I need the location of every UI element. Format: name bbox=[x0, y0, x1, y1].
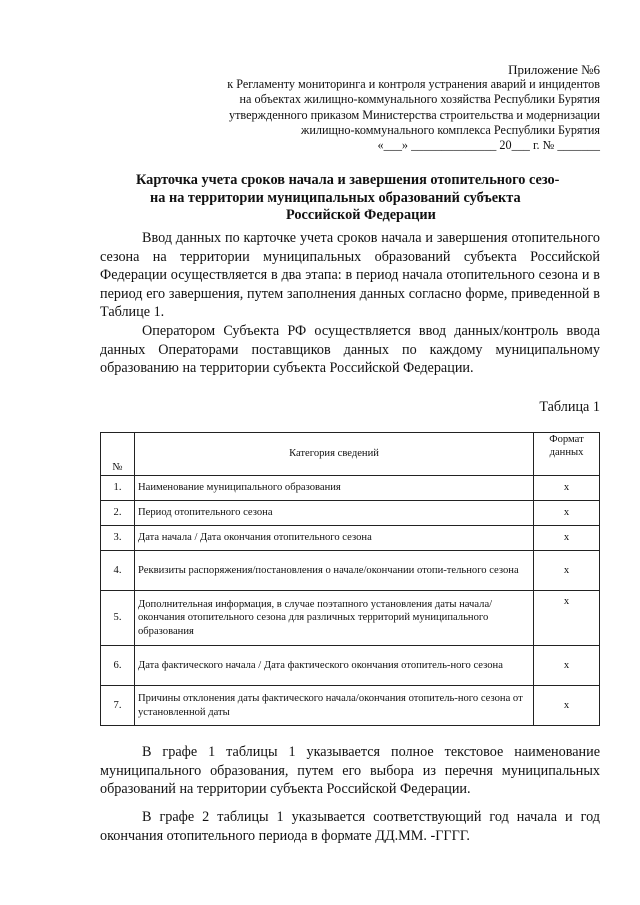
table-label: Таблица 1 bbox=[539, 399, 600, 415]
card-title bbox=[136, 172, 606, 225]
appendix-title: Приложение №6 bbox=[508, 62, 600, 77]
row-category: Период отопительного сезона bbox=[135, 501, 534, 526]
row-format: x bbox=[534, 551, 600, 591]
row-category: Дата фактического начала / Дата фактического окончания отопитель-ного сезона bbox=[135, 646, 534, 686]
table-row bbox=[101, 476, 600, 501]
paragraph: Оператором Субъекта РФ осуществляется ввод данных/контроль ввода данных Операторами поставщиков данных по каждому муниципальному образованию на территории субъекта Российской Федерации. bbox=[100, 323, 600, 377]
paragraph: В графе 2 таблицы 1 указывается соответствующий год начала и год окончания отопительного периода в формате ДД.ММ. -ГГГГ. bbox=[100, 809, 600, 844]
header-format-line: Формат bbox=[549, 434, 584, 445]
data-table bbox=[100, 432, 600, 726]
appendix-line: на объектах жилищно-коммунального хозяйства Республики Бурятия bbox=[239, 92, 600, 107]
card-title-line: на на территории муниципальных образований субъекта bbox=[150, 189, 521, 206]
row-format: x bbox=[534, 686, 600, 726]
row-category: Дата начала / Дата окончания отопительного сезона bbox=[135, 526, 534, 551]
row-num: 6. bbox=[101, 646, 135, 686]
header-format-line: данных bbox=[549, 446, 584, 458]
row-num: 1. bbox=[101, 476, 135, 501]
appendix-line: к Регламенту мониторинга и контроля устранения аварий и инцидентов bbox=[227, 77, 600, 92]
row-format: x bbox=[534, 501, 600, 526]
table-row bbox=[101, 551, 600, 591]
appendix-line: жилищно-коммунального комплекса Республики Бурятия bbox=[300, 122, 600, 137]
paragraph: Ввод данных по карточке учета сроков начала и завершения отопительного сезона на территории муниципальных образований субъекта Российской Федерации осуществляется в два этапа: в период начала отопительного сезона и в период его завершения, путем заполнения данных согласно форме, приведенной в Таблице 1. bbox=[100, 230, 600, 321]
table-row bbox=[101, 526, 600, 551]
card-title-line: Российской Федерации bbox=[286, 207, 436, 223]
table-row bbox=[101, 591, 600, 646]
row-category: Наименование муниципального образования bbox=[135, 476, 534, 501]
row-category: Дополнительная информация, в случае поэтапного установления даты начала/окончания отопительного сезона для различных территорий муниципального образования bbox=[135, 591, 534, 646]
row-num: 2. bbox=[101, 501, 135, 526]
appendix-line: утвержденного приказом Министерства строительства и модернизации bbox=[228, 107, 600, 122]
table-row bbox=[101, 501, 600, 526]
paragraph: В графе 1 таблицы 1 указывается полное текстовое наименование муниципального образования, путем его выбора из перечня муниципальных образований на территории субъекта Российской Федерации. bbox=[100, 744, 600, 798]
table-row bbox=[101, 646, 600, 686]
table-row bbox=[101, 686, 600, 726]
header-format bbox=[534, 433, 600, 476]
appendix-date-line: «___» ______________ 20___ г. № _______ bbox=[377, 138, 600, 153]
row-num: 5. bbox=[101, 591, 135, 646]
row-num: 7. bbox=[101, 686, 135, 726]
card-title-line: Карточка учета сроков начала и завершения отопительного сезо- bbox=[136, 172, 560, 188]
row-format: x bbox=[534, 591, 600, 646]
appendix-header bbox=[170, 62, 600, 153]
row-category: Причины отклонения даты фактического начала/окончания отопитель-ного сезона от установленной даты bbox=[135, 686, 534, 726]
row-num: 3. bbox=[101, 526, 135, 551]
header-category: Категория сведений bbox=[135, 433, 534, 476]
row-num: 4. bbox=[101, 551, 135, 591]
row-format: x bbox=[534, 646, 600, 686]
table-header-row bbox=[101, 433, 600, 476]
header-num: № bbox=[101, 433, 135, 476]
row-format: x bbox=[534, 476, 600, 501]
row-category: Реквизиты распоряжения/постановления о начале/окончании отопи-тельного сезона bbox=[135, 551, 534, 591]
row-format: x bbox=[534, 526, 600, 551]
